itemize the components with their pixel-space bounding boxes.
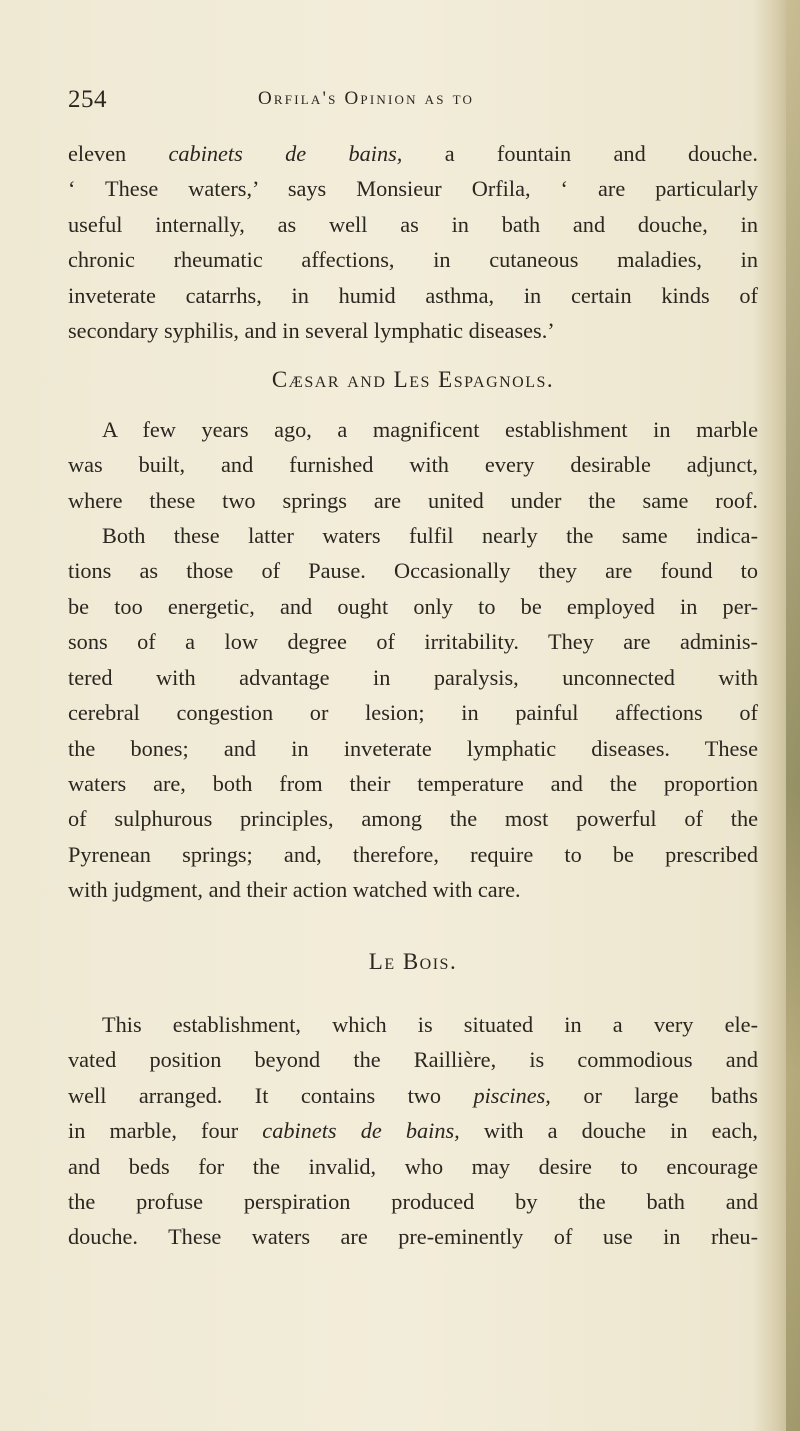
text-line: cerebral congestion or lesion; in painful affections of <box>68 700 758 726</box>
text-line: tions as those of Pause. Occasionally they are found to <box>68 558 758 584</box>
text-line: well arranged. It contains two piscines, or large baths <box>68 1082 758 1108</box>
text-line: Pyrenean springs; and, therefore, require to be prescribed <box>68 841 758 867</box>
page-edge-shadow <box>786 0 800 1431</box>
text-line: secondary syphilis, and in several lymphatic diseases.’ <box>68 318 555 344</box>
text-line: of sulphurous principles, among the most powerful of the <box>68 806 758 832</box>
text-line: inveterate catarrhs, in humid asthma, in certain kinds of <box>68 282 758 308</box>
text-line: useful internally, as well as in bath and douche, in <box>68 211 758 237</box>
paragraph-le-bois <box>68 1007 758 1255</box>
body-text <box>68 136 758 1255</box>
text-line: was built, and furnished with every desirable adjunct, <box>68 452 758 478</box>
text-line: tered with advantage in paralysis, unconnected with <box>68 664 758 690</box>
page-header <box>68 86 758 116</box>
text-line: where these two springs are united under the same roof. <box>68 487 758 513</box>
text-line: Both these latter waters fulfil nearly the same indica- <box>102 523 758 549</box>
section-heading-caesar: Cæsar and Les Espagnols. <box>271 367 555 393</box>
text-line: and beds for the invalid, who may desire to encourage <box>68 1153 758 1179</box>
text-line: douche. These waters are pre-eminently of use in rheu- <box>68 1224 758 1250</box>
text-line: waters are, both from their temperature and the proportion <box>68 770 758 796</box>
text-line: sons of a low degree of irritability. They are adminis- <box>68 629 758 655</box>
text-line: the bones; and in inveterate lymphatic diseases. These <box>68 735 758 761</box>
text-line: chronic rheumatic affections, in cutaneous maladies, in <box>68 247 758 273</box>
paragraph-orfila-quote <box>68 136 758 348</box>
text-line: be too energetic, and ought only to be employed in per- <box>68 593 758 619</box>
text-line: This establishment, which is situated in a very ele- <box>102 1011 758 1037</box>
text-line: eleven cabinets de bains, a fountain and douche. <box>68 141 758 166</box>
text-line: ‘ These waters,’ says Monsieur Orfila, ‘ are particularly <box>68 176 758 202</box>
text-line: with judgment, and their action watched with care. <box>68 877 521 903</box>
page-number: 254 <box>68 86 107 113</box>
text-line: vated position beyond the Raillière, is commodious and <box>68 1047 758 1073</box>
running-head: Orfila's Opinion as to <box>258 88 475 109</box>
text-line: in marble, four cabinets de bains, with a douche in each, <box>68 1118 758 1144</box>
text-line: the profuse perspiration produced by the bath and <box>68 1188 758 1214</box>
paragraph-caesar-espagnols <box>68 412 758 908</box>
section-heading-le-bois: Le Bois. <box>368 948 458 974</box>
text-line: A few years ago, a magnificent establishment in marble <box>102 416 758 442</box>
